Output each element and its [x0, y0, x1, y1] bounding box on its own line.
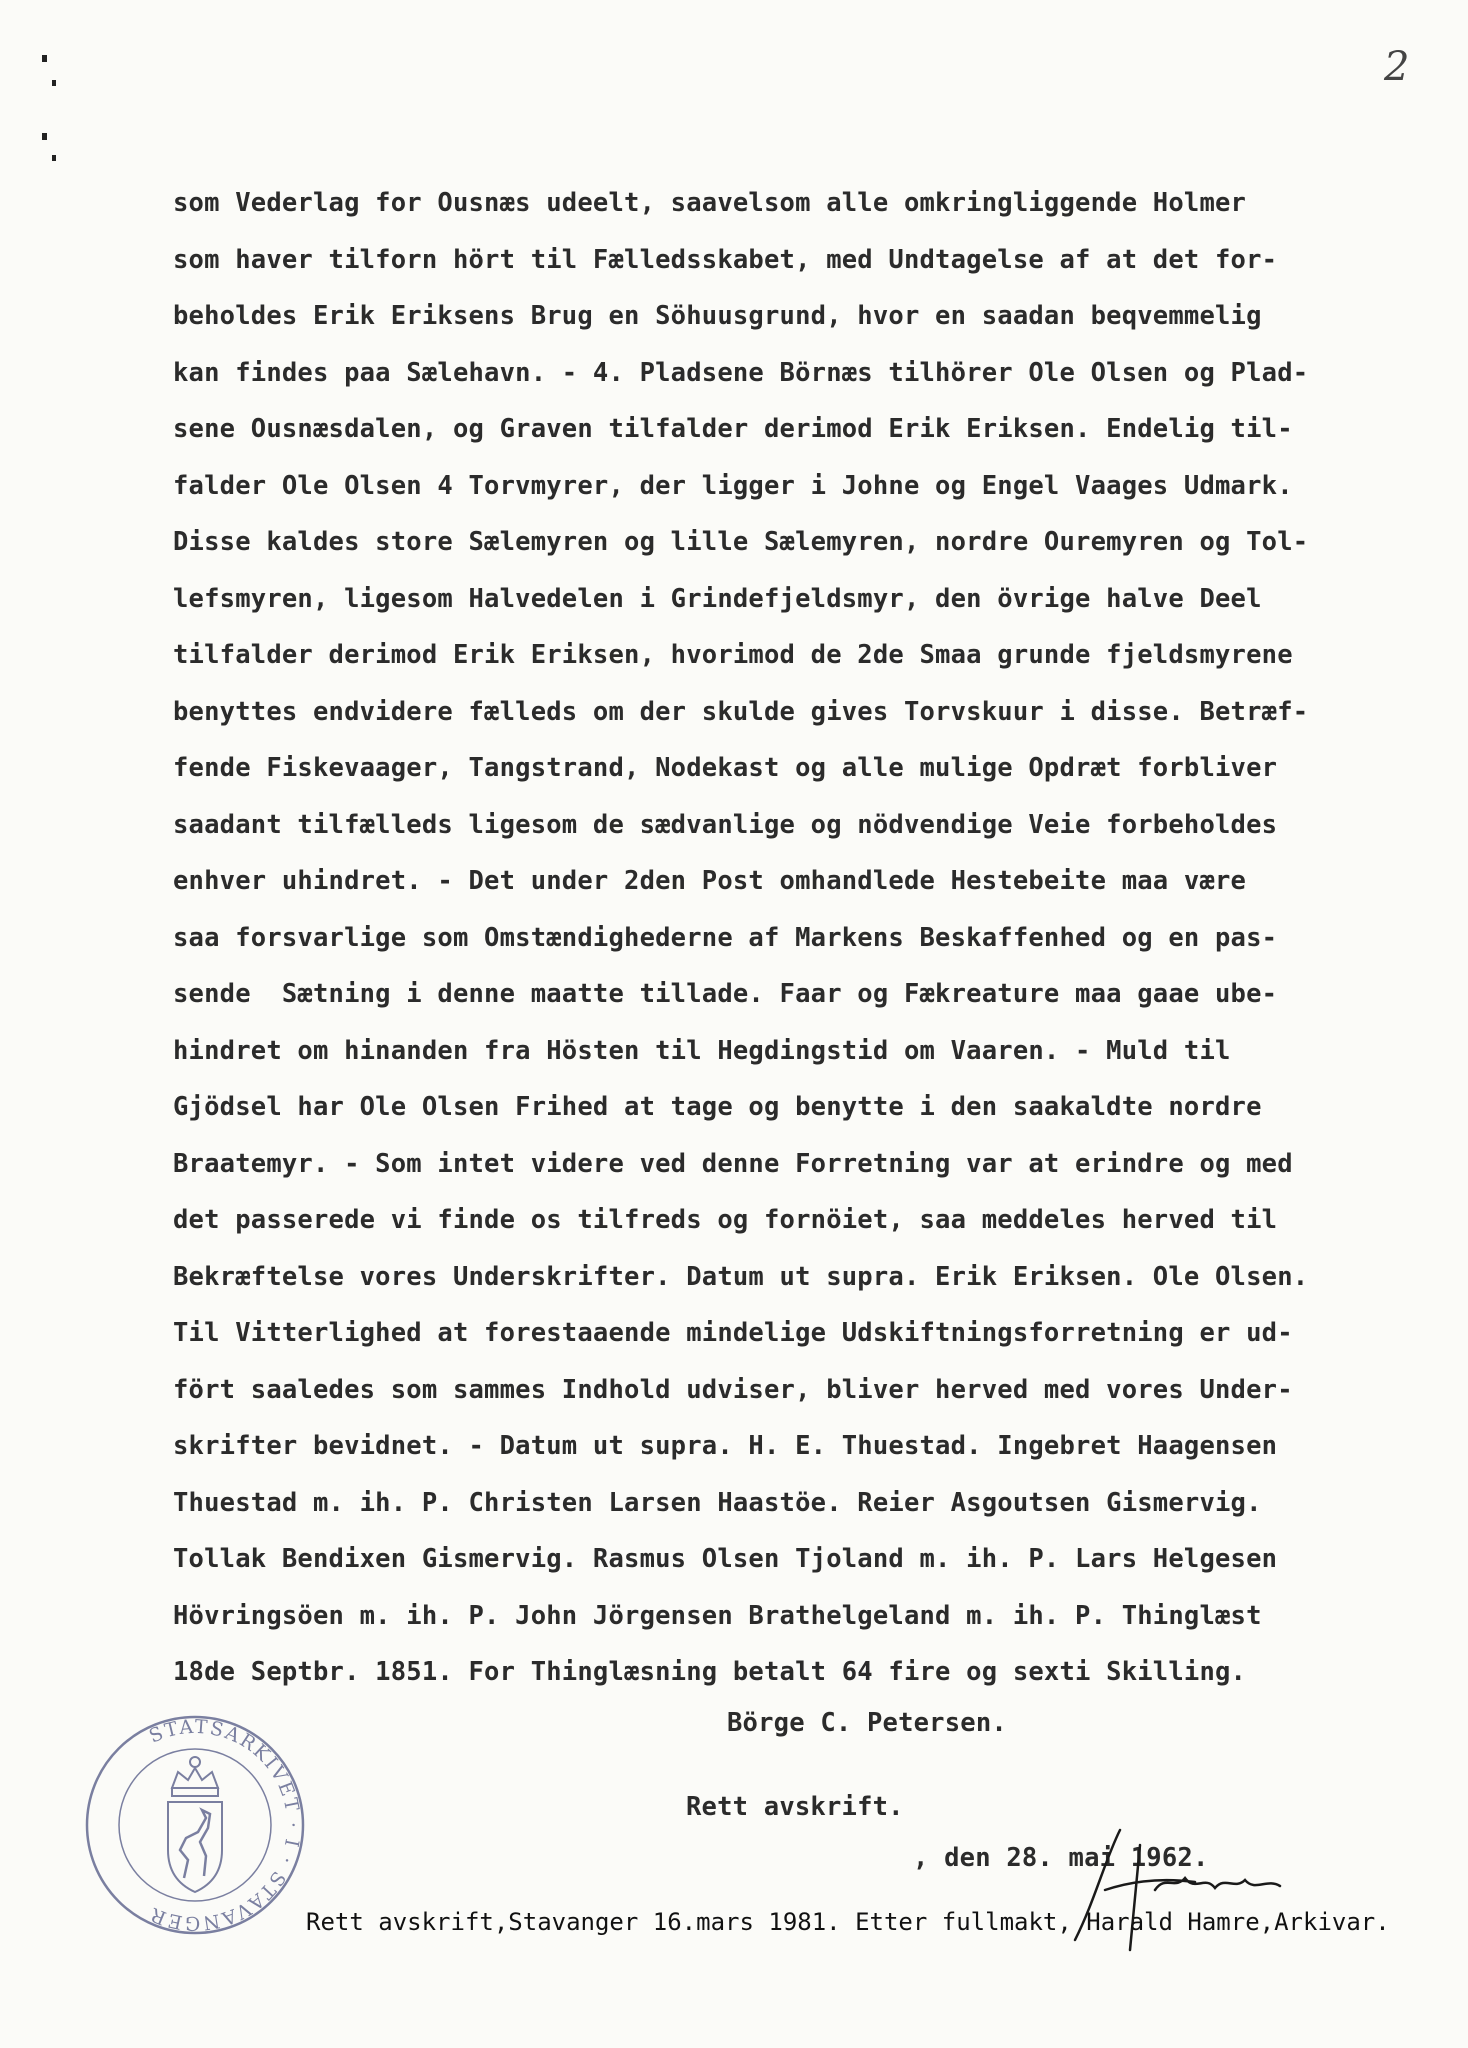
text-line: Thuestad m. ih. P. Christen Larsen Haastöe. Reier Asgoutsen Gismervig. [173, 1487, 1262, 1518]
handwritten-signature [1045, 1820, 1305, 1960]
signer-name: Börge C. Petersen. [727, 1708, 1007, 1738]
certified-copy-label: Rett avskrift. [686, 1792, 904, 1822]
scan-edge-marks [40, 55, 70, 175]
edge-mark [52, 155, 56, 161]
body-text [173, 175, 1413, 1701]
date-line: , den 28. mai 1962. [913, 1843, 1209, 1873]
text-line: tilfalder derimod Erik Eriksen, hvorimod de 2de Smaa grunde fjeldsmyrene [173, 640, 1293, 670]
text-line: benyttes endvidere fælleds om der skulde gives Torvskuur i disse. Betræf- [173, 696, 1309, 727]
text-line: lefsmyren, ligesom Halvedelen i Grindefjeldsmyr, den övrige halve Deel [173, 583, 1262, 614]
text-line: kan findes paa Sælehavn. - 4. Pladsene Börnæs tilhörer Ole Olsen og Plad- [173, 357, 1309, 388]
seal-inner-ring [119, 1749, 271, 1901]
seal-text: STATSARKIVET · I · STAVANGER [145, 1715, 305, 1935]
edge-mark [42, 133, 47, 140]
text-line: beholdes Erik Eriksens Brug en Söhuusgrund, hvor en saadan beqvemmelig [173, 301, 1262, 331]
text-line: Bekræftelse vores Underskrifter. Datum ut supra. Erik Eriksen. Ole Olsen. [173, 1261, 1309, 1292]
footer-certification: Rett avskrift,Stavanger 16.mars 1981. Etter fullmakt, Harald Hamre,Arkivar. [306, 1908, 1390, 1936]
edge-mark [42, 55, 47, 62]
text-line: enhver uhindret. - Det under 2den Post omhandlede Hestebeite maa være [173, 866, 1247, 896]
text-line: falder Ole Olsen 4 Torvmyrer, der ligger i Johne og Engel Vaages Udmark. [173, 470, 1293, 501]
text-line: hindret om hinanden fra Hösten til Hegdingstid om Vaaren. - Muld til [173, 1035, 1231, 1066]
text-line: sende Sætning i denne maatte tillade. Faar og Fækreature maa gaae ube- [173, 979, 1278, 1009]
text-line: 18de Septbr. 1851. For Thinglæsning betalt 64 fire og sexti Skilling. [173, 1657, 1247, 1687]
text-line: det passerede vi finde os tilfreds og fornöiet, saa meddeles herved til [173, 1205, 1278, 1235]
text-line: Til Vitterlighed at forestaaende mindelige Udskiftningsforretning er ud- [173, 1318, 1293, 1348]
text-line: fende Fiskevaager, Tangstrand, Nodekast og alle mulige Opdræt forbliver [173, 753, 1278, 783]
text-line: Braatemyr. - Som intet videre ved denne Forretning var at erindre og med [173, 1148, 1293, 1179]
edge-mark [52, 80, 56, 86]
text-line: Tollak Bendixen Gismervig. Rasmus Olsen Tjoland m. ih. P. Lars Helgesen [173, 1544, 1278, 1574]
text-line: sene Ousnæsdalen, og Graven tilfalder derimod Erik Eriksen. Endelig til- [173, 414, 1293, 444]
text-line: fört saaledes som sammes Indhold udviser, bliver herved med vores Under- [173, 1374, 1293, 1405]
text-line: saa forsvarlige som Omstændighederne af Markens Beskaffenhed og en pas- [173, 922, 1278, 953]
text-line: som haver tilforn hört til Fælledsskabet, med Undtagelse af at det for- [173, 244, 1278, 275]
archive-seal [80, 1710, 310, 1940]
coat-of-arms-icon [168, 1757, 222, 1892]
text-line: skrifter bevidnet. - Datum ut supra. H. E. Thuestad. Ingebret Haagensen [173, 1431, 1278, 1461]
text-line: Gjödsel har Ole Olsen Frihed at tage og benytte i den saakaldte nordre [173, 1092, 1262, 1122]
page-number: 2 [1384, 44, 1410, 90]
text-line: Hövringsöen m. ih. P. John Jörgensen Brathelgeland m. ih. P. Thinglæst [173, 1600, 1262, 1631]
text-line: saadant tilfælleds ligesom de sædvanlige og nödvendige Veie forbeholdes [173, 809, 1278, 840]
text-line: Disse kaldes store Sælemyren og lille Sælemyren, nordre Ouremyren og Tol- [173, 527, 1309, 557]
text-line: som Vederlag for Ousnæs udeelt, saavelsom alle omkringliggende Holmer [173, 188, 1247, 218]
